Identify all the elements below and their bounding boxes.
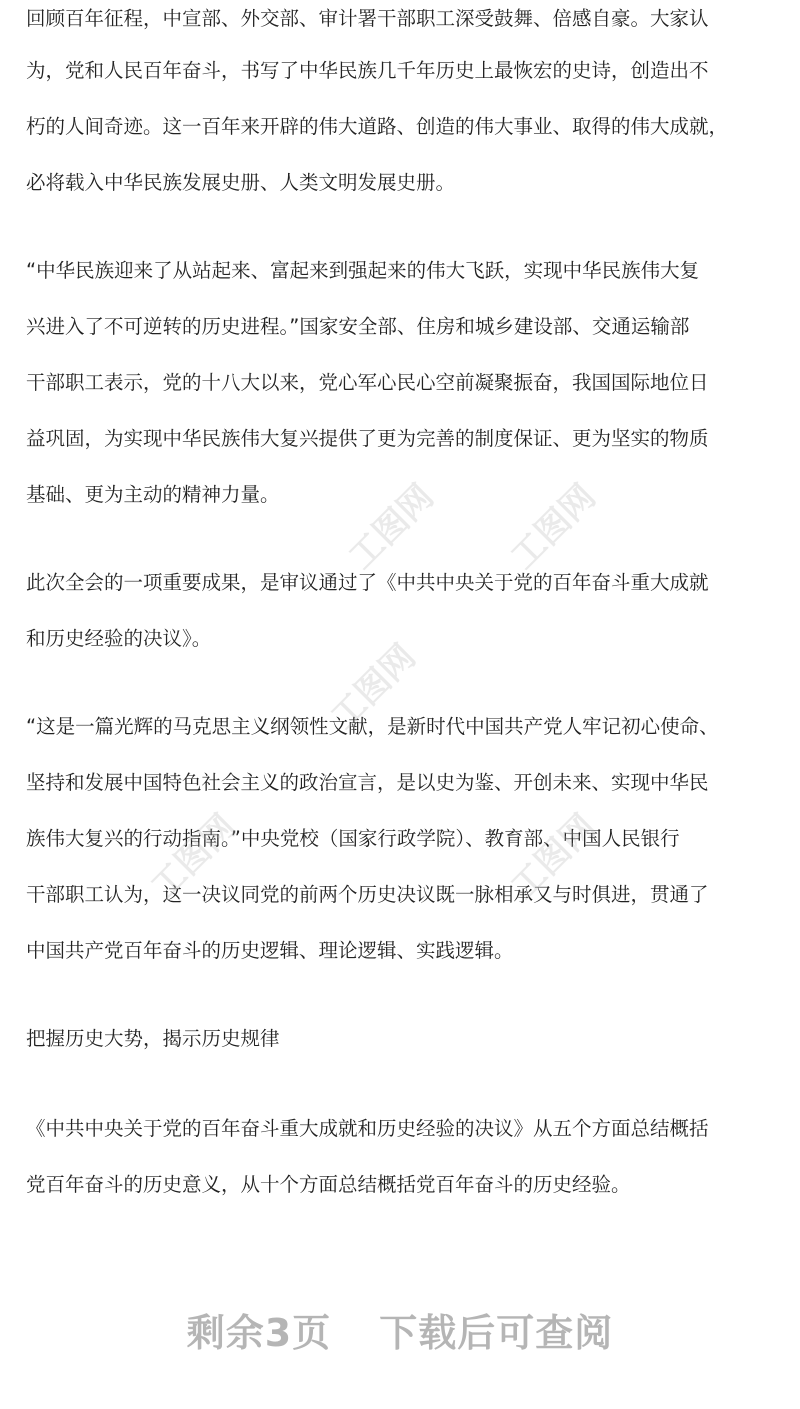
- watermark-logo: 工图网: [143, 806, 244, 908]
- paragraph-4-line-5: 中国共产党百年奋斗的历史逻辑、理论逻辑、实践逻辑。: [26, 939, 514, 962]
- paragraph-2-line-4: 益巩固，为实现中华民族伟大复兴提供了更为完善的制度保证、更为坚实的物质: [26, 427, 709, 450]
- remaining-pages-label: 剩余3页: [186, 1311, 332, 1355]
- paragraph-6-line-1: 《中共中央关于党的百年奋斗重大成就和历史经验的决议》从五个方面总结概括: [26, 1117, 709, 1140]
- watermark-logo: 工图网: [323, 636, 424, 738]
- paragraph-2-line-5: 基础、更为主动的精神力量。: [26, 483, 280, 506]
- paragraph-3-line-1: 此次全会的一项重要成果，是审议通过了《中共中央关于党的百年奋斗重大成就: [26, 571, 709, 594]
- paragraph-4-line-3: 族伟大复兴的行动指南。”中央党校（国家行政学院）、教育部、中国人民银行: [26, 827, 680, 850]
- paragraph-4-line-2: 坚持和发展中国特色社会主义的政治宣言，是以史为鉴、开创未来、实现中华民: [26, 771, 709, 794]
- section-heading: 把握历史大势，揭示历史规律: [26, 1027, 280, 1050]
- paragraph-2-line-2: 兴进入了不可逆转的历史进程。”国家安全部、住房和城乡建设部、交通运输部: [26, 315, 690, 338]
- paragraph-2-line-3: 干部职工表示，党的十八大以来，党心军心民心空前凝聚振奋，我国国际地位日: [26, 371, 709, 394]
- watermark-logo: 工图网: [503, 806, 604, 908]
- paragraph-1-line-4: 必将载入中华民族发展史册、人类文明发展史册。: [26, 171, 456, 194]
- paragraph-1-line-1: 回顾百年征程，中宣部、外交部、审计署干部职工深受鼓舞、倍感自豪。大家认: [26, 7, 709, 30]
- paragraph-3-line-2: 和历史经验的决议》。: [26, 627, 212, 650]
- paragraph-4-line-4: 干部职工认为，这一决议同党的前两个历史决议既一脉相承又与时俱进，贯通了: [26, 883, 709, 906]
- paragraph-1-line-2: 为，党和人民百年奋斗，书写了中华民族几千年历史上最恢宏的史诗，创造出不: [26, 59, 709, 82]
- paragraph-2-line-1: “中华民族迎来了从站起来、富起来到强起来的伟大飞跃，实现中华民族伟大复: [26, 259, 700, 282]
- remaining-pages-notice[interactable]: [0, 1302, 800, 1357]
- paragraph-6-line-2: 党百年奋斗的历史意义，从十个方面总结概括党百年奋斗的历史经验。: [26, 1173, 631, 1196]
- watermark-logo: 工图网: [503, 476, 604, 578]
- watermark-logo: 工图网: [341, 476, 442, 578]
- paragraph-1-line-3: 朽的人间奇迹。这一百年来开辟的伟大道路、创造的伟大事业、取得的伟大成就，: [26, 115, 729, 138]
- paragraph-4-line-1: “这是一篇光辉的马克思主义纲领性文献，是新时代中国共产党人牢记初心使命、: [26, 715, 719, 738]
- download-to-view-label: 下载后可查阅: [379, 1311, 614, 1355]
